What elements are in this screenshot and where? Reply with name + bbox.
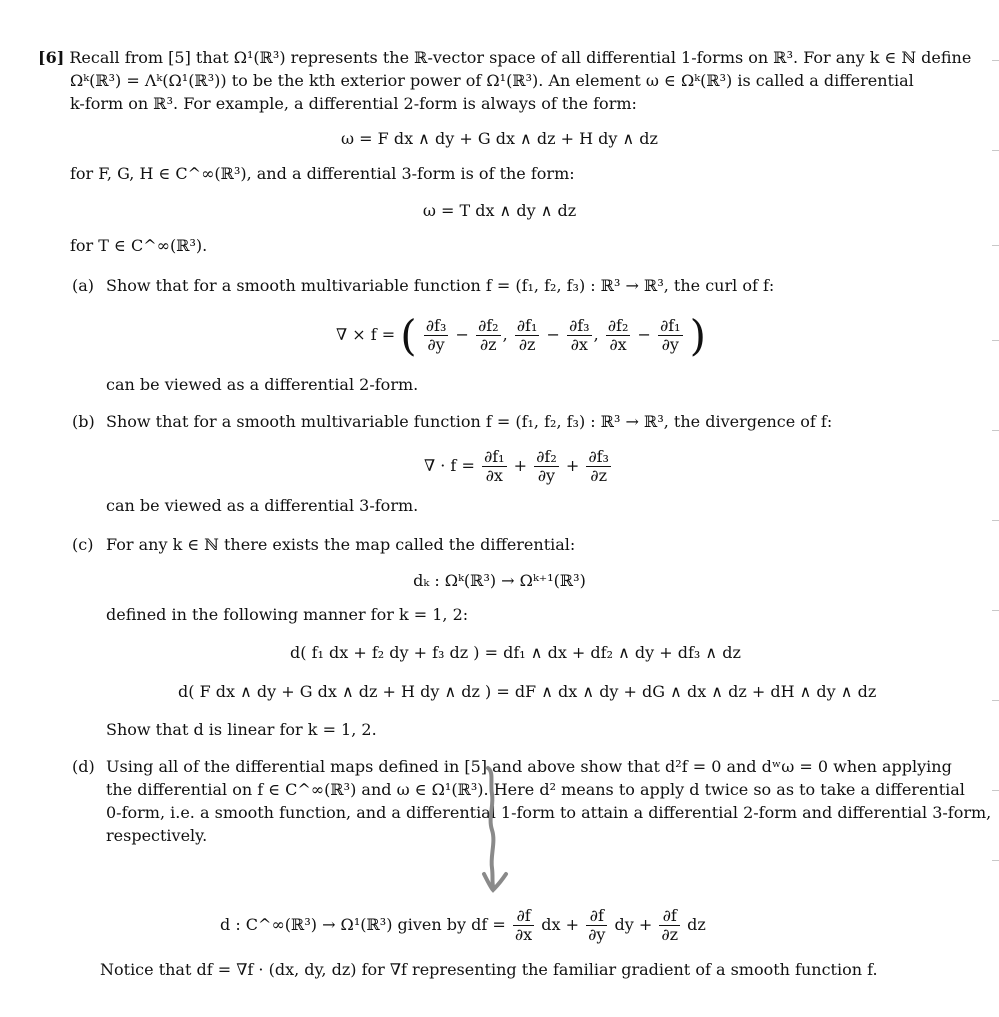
for-fgh-text: for F, G, H ∈ C^∞(ℝ³), and a differential 3-form is of the form: bbox=[70, 164, 575, 183]
operator: + bbox=[565, 456, 580, 475]
fraction: $\frac{\text{∂f₃}}{\partial x}$ bbox=[568, 316, 590, 354]
part-c-tail: Show that d is linear for k = 1, 2. bbox=[106, 720, 377, 739]
fraction: $\frac{\text{∂f₁}}{\partial x}$ bbox=[483, 447, 505, 485]
problem-intro-line-2: Ωᵏ(ℝ³) = Λᵏ(Ω¹(ℝ³)) to be the kth exterior power of Ω¹(ℝ³). An element ω ∈ Ωᵏ(ℝ³) is called a differential bbox=[70, 71, 914, 90]
problem-intro-line-3: k-form on ℝ³. For example, a differential 2-form is always of the form: bbox=[70, 94, 637, 113]
part-d-line-3: 0-form, i.e. a smooth function, and a differential 1-form to attain a differential 2-form and differential 3-form, bbox=[106, 803, 992, 822]
df-map-text: d : C^∞(ℝ³) → Ω¹(ℝ³) given by df = bbox=[220, 915, 506, 934]
df-definition bbox=[220, 905, 706, 945]
scan-tick bbox=[992, 520, 999, 521]
d-of-one-form-equation: d( f₁ dx + f₂ dy + f₃ dz ) = df₁ ∧ dx + df₂ ∧ dy + df₃ ∧ dz bbox=[290, 643, 741, 662]
part-a-tail: can be viewed as a differential 2-form. bbox=[106, 375, 419, 394]
scan-tick bbox=[992, 610, 999, 611]
three-form-equation: ω = T dx ∧ dy ∧ dz bbox=[422, 201, 577, 220]
part-d-label: (d) bbox=[72, 757, 95, 776]
differential-map: dₖ : Ωᵏ(ℝ³) → Ωᵏ⁺¹(ℝ³) bbox=[413, 571, 586, 590]
fraction: $\frac{\text{∂f₁}}{\partial z}$ bbox=[516, 316, 538, 354]
df-term-2-tail: dy + bbox=[609, 915, 653, 934]
df-term-3-tail: dz bbox=[682, 915, 706, 934]
curl-equation bbox=[336, 310, 707, 360]
right-paren: ) bbox=[689, 310, 707, 360]
left-paren: ( bbox=[400, 310, 417, 360]
operator: − bbox=[455, 325, 469, 344]
fraction: $\frac{\text{∂f₂}}{\partial y}$ bbox=[536, 447, 557, 485]
df-term-1-tail: dx + bbox=[536, 915, 580, 934]
operator: − bbox=[546, 325, 560, 344]
fraction: $\frac{\text{∂f₂}}{\partial x}$ bbox=[607, 316, 629, 354]
scan-tick bbox=[992, 700, 999, 701]
part-a-text: Show that for a smooth multivariable function f = (f₁, f₂, f₃) : ℝ³ → ℝ³, the curl of f: bbox=[106, 276, 775, 295]
scan-tick bbox=[992, 150, 999, 151]
for-t-text: for T ∈ C^∞(ℝ³). bbox=[70, 236, 208, 255]
operator: − bbox=[637, 325, 651, 344]
problem-number: [6] bbox=[38, 48, 65, 67]
part-c-text: For any k ∈ ℕ there exists the map called the differential: bbox=[106, 535, 576, 554]
part-a-label: (a) bbox=[72, 276, 95, 295]
fraction: $\frac{\text{∂f₃}}{\partial y}$ bbox=[425, 316, 447, 354]
scan-tick bbox=[992, 340, 999, 341]
operator: + bbox=[513, 456, 528, 475]
part-b-label: (b) bbox=[72, 412, 95, 431]
scan-tick bbox=[992, 860, 999, 861]
scan-tick bbox=[992, 245, 999, 246]
problem-intro-text-1: Recall from [5] that Ω¹(ℝ³) represents the ℝ-vector space of all differential 1-forms on ℝ³. For any k ∈ ℕ define bbox=[64, 48, 972, 67]
fraction: $\frac{\text{∂f₂}}{\partial z}$ bbox=[477, 316, 499, 354]
separator: , bbox=[502, 325, 508, 344]
divergence-lhs: ∇ · f = bbox=[424, 456, 475, 475]
problem-intro-line-1 bbox=[38, 48, 971, 68]
part-d-line-1: Using all of the differential maps defined in [5] and above show that d²f = 0 and dʷω = 0 when applying bbox=[106, 757, 952, 776]
part-b-text: Show that for a smooth multivariable function f = (f₁, f₂, f₃) : ℝ³ → ℝ³, the divergence of f: bbox=[106, 412, 833, 431]
part-d-line-2: the differential on f ∈ C^∞(ℝ³) and ω ∈ Ω¹(ℝ³). Here d² means to apply d twice so as to take a differential bbox=[106, 780, 965, 799]
curl-lhs: ∇ × f = bbox=[336, 325, 396, 344]
part-b-tail: can be viewed as a differential 3-form. bbox=[106, 496, 419, 515]
divergence-equation bbox=[424, 446, 613, 486]
fraction: $\frac{\partial f}{\partial y}$ bbox=[588, 906, 606, 944]
part-c-label: (c) bbox=[72, 535, 94, 554]
part-d-line-4: respectively. bbox=[106, 826, 208, 845]
scan-tick bbox=[992, 790, 999, 791]
part-c-defined: defined in the following manner for k = 1, 2: bbox=[106, 605, 469, 624]
fraction: $\frac{\partial f}{\partial z}$ bbox=[661, 906, 679, 944]
separator: , bbox=[593, 325, 599, 344]
fraction: $\frac{\text{∂f₁}}{\partial y}$ bbox=[659, 316, 681, 354]
d-of-two-form-equation: d( F dx ∧ dy + G dx ∧ dz + H dy ∧ dz ) = dF ∧ dx ∧ dy + dG ∧ dx ∧ dz + dH ∧ dy ∧ dz bbox=[178, 682, 877, 701]
fraction: $\frac{\text{∂f₃}}{\partial z}$ bbox=[588, 447, 609, 485]
scan-tick bbox=[992, 430, 999, 431]
handwritten-arrow-icon bbox=[480, 760, 520, 900]
two-form-equation: ω = F dx ∧ dy + G dx ∧ dz + H dy ∧ dz bbox=[341, 129, 658, 148]
fraction: $\frac{\partial f}{\partial x}$ bbox=[514, 906, 533, 944]
scan-tick bbox=[992, 60, 999, 61]
gradient-notice: Notice that df = ∇f · (dx, dy, dz) for ∇f representing the familiar gradient of a smooth function f. bbox=[100, 960, 878, 979]
